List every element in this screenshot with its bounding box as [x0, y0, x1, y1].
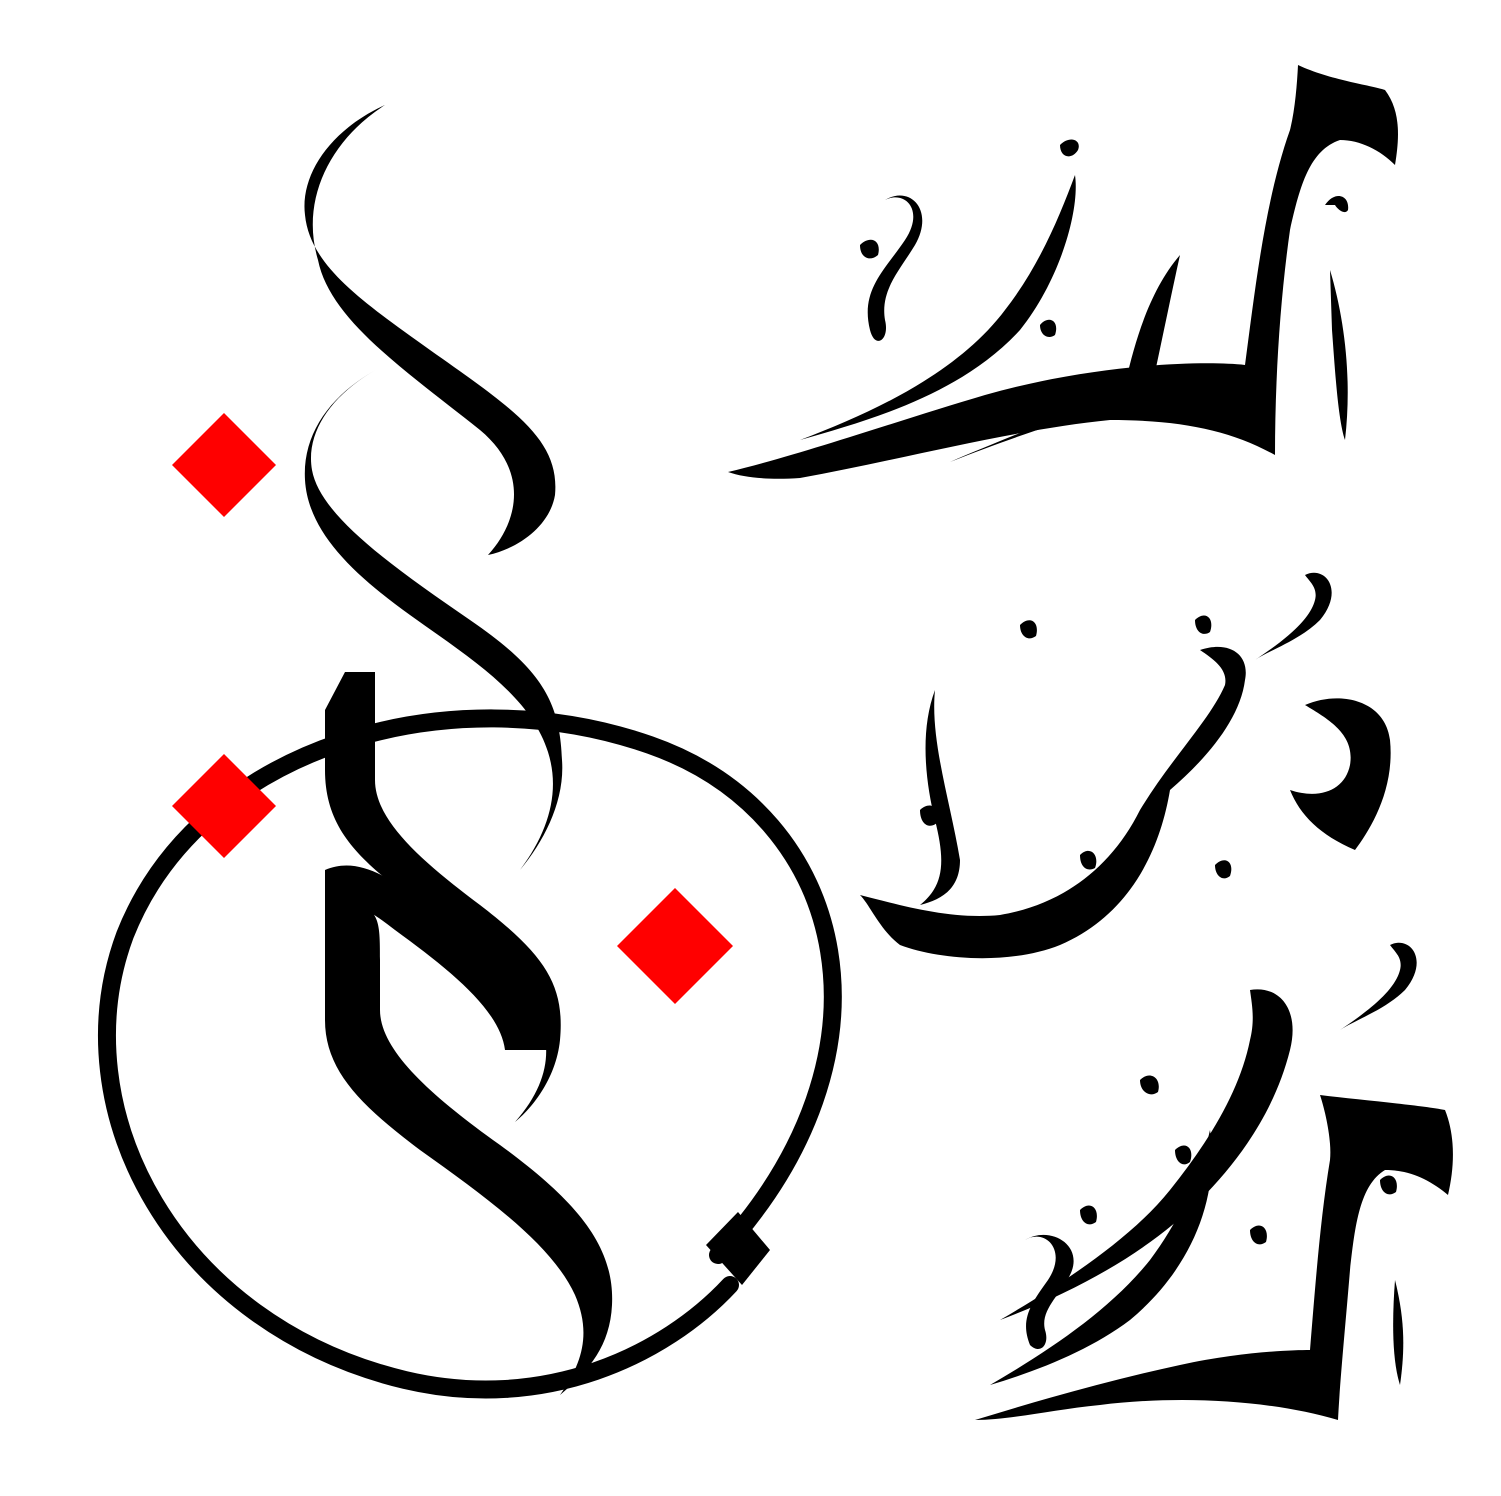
- variant-middle-main: [860, 647, 1246, 958]
- variant-middle-da: [920, 690, 960, 905]
- emblem-main-stroke: [304, 105, 555, 555]
- variant-top-curl: [868, 196, 923, 341]
- ring-terminal: [706, 1212, 770, 1285]
- calligraphy-variant-top: [728, 65, 1398, 479]
- red-diamond-top: [172, 413, 276, 517]
- red-diamond-right: [617, 888, 733, 1004]
- variant-bottom-damma: [1340, 943, 1417, 1030]
- calligraphy-variant-bottom: [975, 943, 1453, 1420]
- calligraphy-variant-middle: [860, 573, 1391, 958]
- variant-middle-ha: [1290, 698, 1391, 850]
- variant-bottom-alif: [1393, 1280, 1403, 1385]
- variant-middle-damma: [1255, 573, 1332, 660]
- emblem-fourth-stroke: [325, 866, 612, 1395]
- variant-bottom-curl: [1025, 1235, 1074, 1349]
- variant-top-alif: [1330, 270, 1348, 440]
- circle-emblem: [107, 105, 833, 1395]
